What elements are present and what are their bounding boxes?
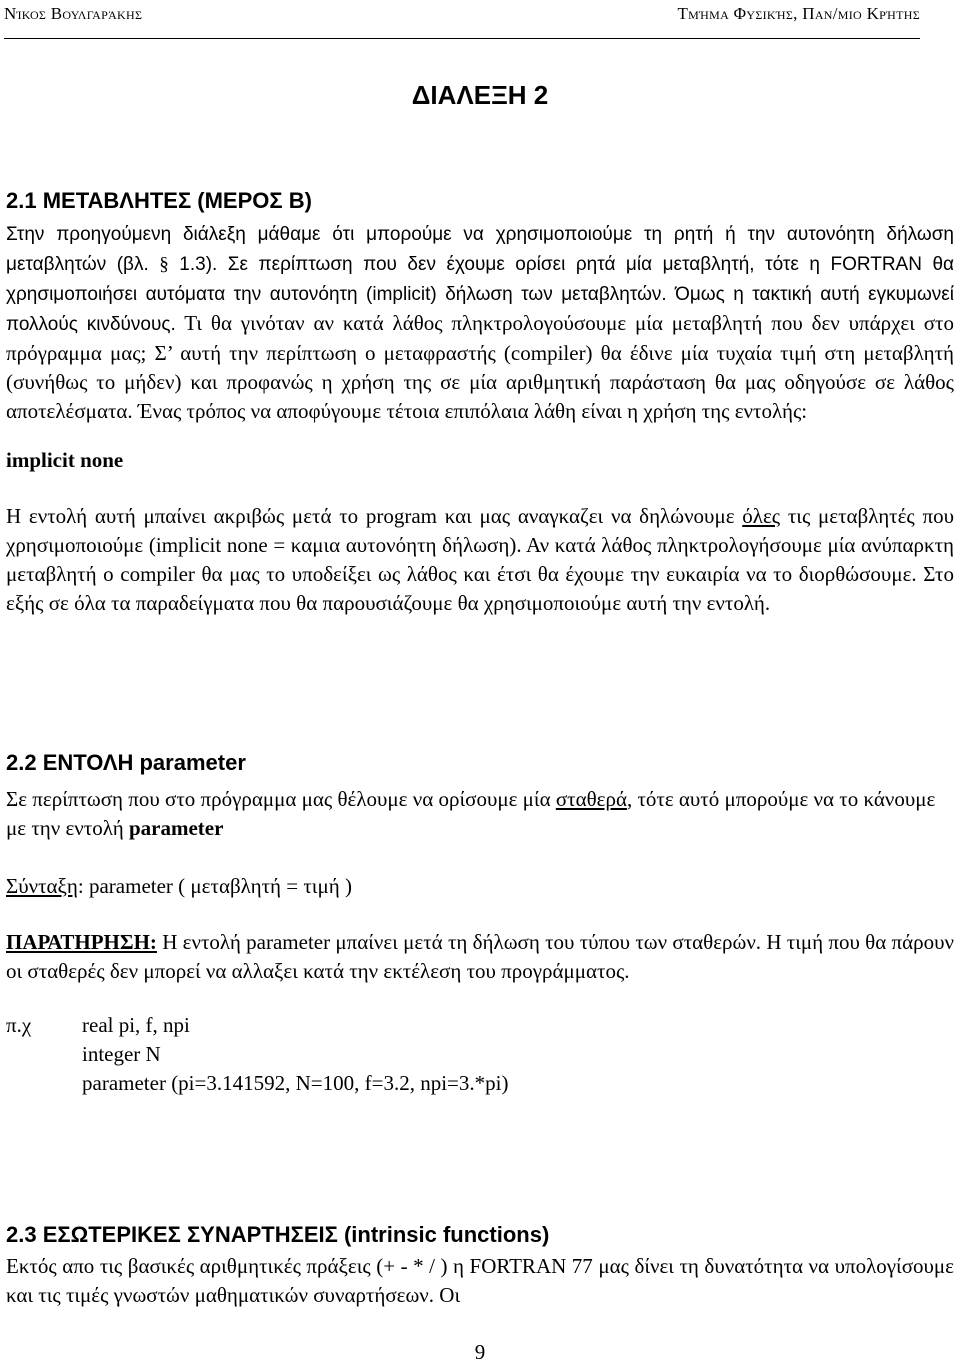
running-header	[4, 4, 920, 39]
paragraph: Σε περίπτωση που στο πρόγραμμα μας θέλουμε να ορίσουμε μία σταθερά, τότε αυτό μπορούμε να το κάνουμε με την εντολή parameter	[6, 787, 936, 840]
paragraph: Εκτός απο τις βασικές αριθμητικές πράξεις (+ - * / ) η FORTRAN 77 μας δίνει τη δυνατότητα να υπολογίσουμε και τις τιμές γνωστών μαθηματικών συναρτήσεων. Οι	[6, 1254, 954, 1307]
header-author: Νίκος Βουλγαράκης	[4, 4, 143, 23]
code-line: parameter (pi=3.141592, N=100, f=3.2, npi=3.*pi)	[82, 1071, 509, 1095]
example-label: π.χ	[6, 1013, 32, 1037]
section-heading: 2.3 ΕΣΩΤΕΡΙΚΕΣ ΣΥΝΑΡΤΗΣΕΙΣ (intrinsic functions)	[6, 1222, 550, 1247]
section-heading: 2.2 ΕΝΤΟΛΗ parameter	[6, 750, 246, 775]
syntax-line: Σύνταξη: parameter ( μεταβλητή = τιμή )	[6, 874, 352, 898]
paragraph: Η εντολή αυτή μπαίνει ακριβώς μετά το program και μας αναγκαζει να δηλώνουμε όλες τις μεταβλητές που χρησιμοποιούμε (implicit none = καμια αυτονόητη δήλωση). Αν κατά λάθος πληκτρολογήσουμε μία ανύπαρκτη μεταβλητή ο compiler θα μας το υποδείξει ως λάθος και έτσι θα έχουμε την ευκαιρία να το διορθώσουμε. Στο εξής σε όλα τα παραδείγματα που θα παρουσιάζουμε θα χρησιμοποιούμε αυτή την εντολή.	[6, 504, 954, 615]
section-2-1	[6, 186, 954, 618]
code-line: integer N	[82, 1042, 161, 1066]
code-line: real pi, f, npi	[82, 1013, 190, 1037]
header-department: Τμήμα Φυσικής, Παν/μιο Κρήτης	[677, 4, 920, 23]
section-2-2	[6, 748, 954, 1098]
note-paragraph: ΠΑΡΑΤΗΡΗΣΗ: Η εντολή parameter μπαίνει μετά τη δήλωση του τύπου των σταθερών. Η τιμή που θα πάρουν οι σταθερές δεν μπορεί να αλλαξει κατά την εκτέλεση του προγράμματος.	[6, 930, 954, 983]
page-title: ΔΙΑΛΕΞΗ 2	[411, 80, 549, 110]
section-2-3	[6, 1220, 954, 1310]
code-example	[6, 1011, 954, 1098]
command-implicit-none: implicit none	[6, 448, 124, 472]
section-sign-icon: §	[159, 254, 169, 275]
paragraph: Στην προηγούμενη διάλεξη μάθαμε ότι μπορούμε να χρησιμοποιούμε τη ρητή ή την αυτονόητη δήλωση μεταβλητών (βλ. § 1.3). Σε περίπτωση που δεν έχουμε ορίσει ρητά μία μεταβλητή, τότε η FORTRAN θα χρησιμοποιήσει αυτόματα την αυτονόητη (implicit) δήλωση των μεταβλητών. Όμως η τακτική αυτή εγκυμωνεί πολλούς κινδύνους. Τι θα γινόταν αν κατά λάθος πληκτρολογούσουμε μία μεταβλητή που δεν υπάρχει στο πρόγραμμα μας; Σ’ αυτή την περίπτωση ο μεταφραστής (compiler) θα έδινε μία τυχαία τιμή στη μεταβλητή (συνήθως το μήδεν) και προφανώς η χρήση της σε μία αριθμητική παράσταση θα μας οδηγούσε σε λάθος αποτελέσματα. Ένας τρόπος να αποφύγουμε τέτοια επιπόλαια λάθη είναι η χρήση της εντολής:	[6, 224, 955, 423]
section-heading: 2.1 ΜΕΤΑΒΛΗΤΕΣ (ΜΕΡΟΣ Β)	[6, 188, 312, 213]
page-number: 9	[474, 1340, 486, 1364]
